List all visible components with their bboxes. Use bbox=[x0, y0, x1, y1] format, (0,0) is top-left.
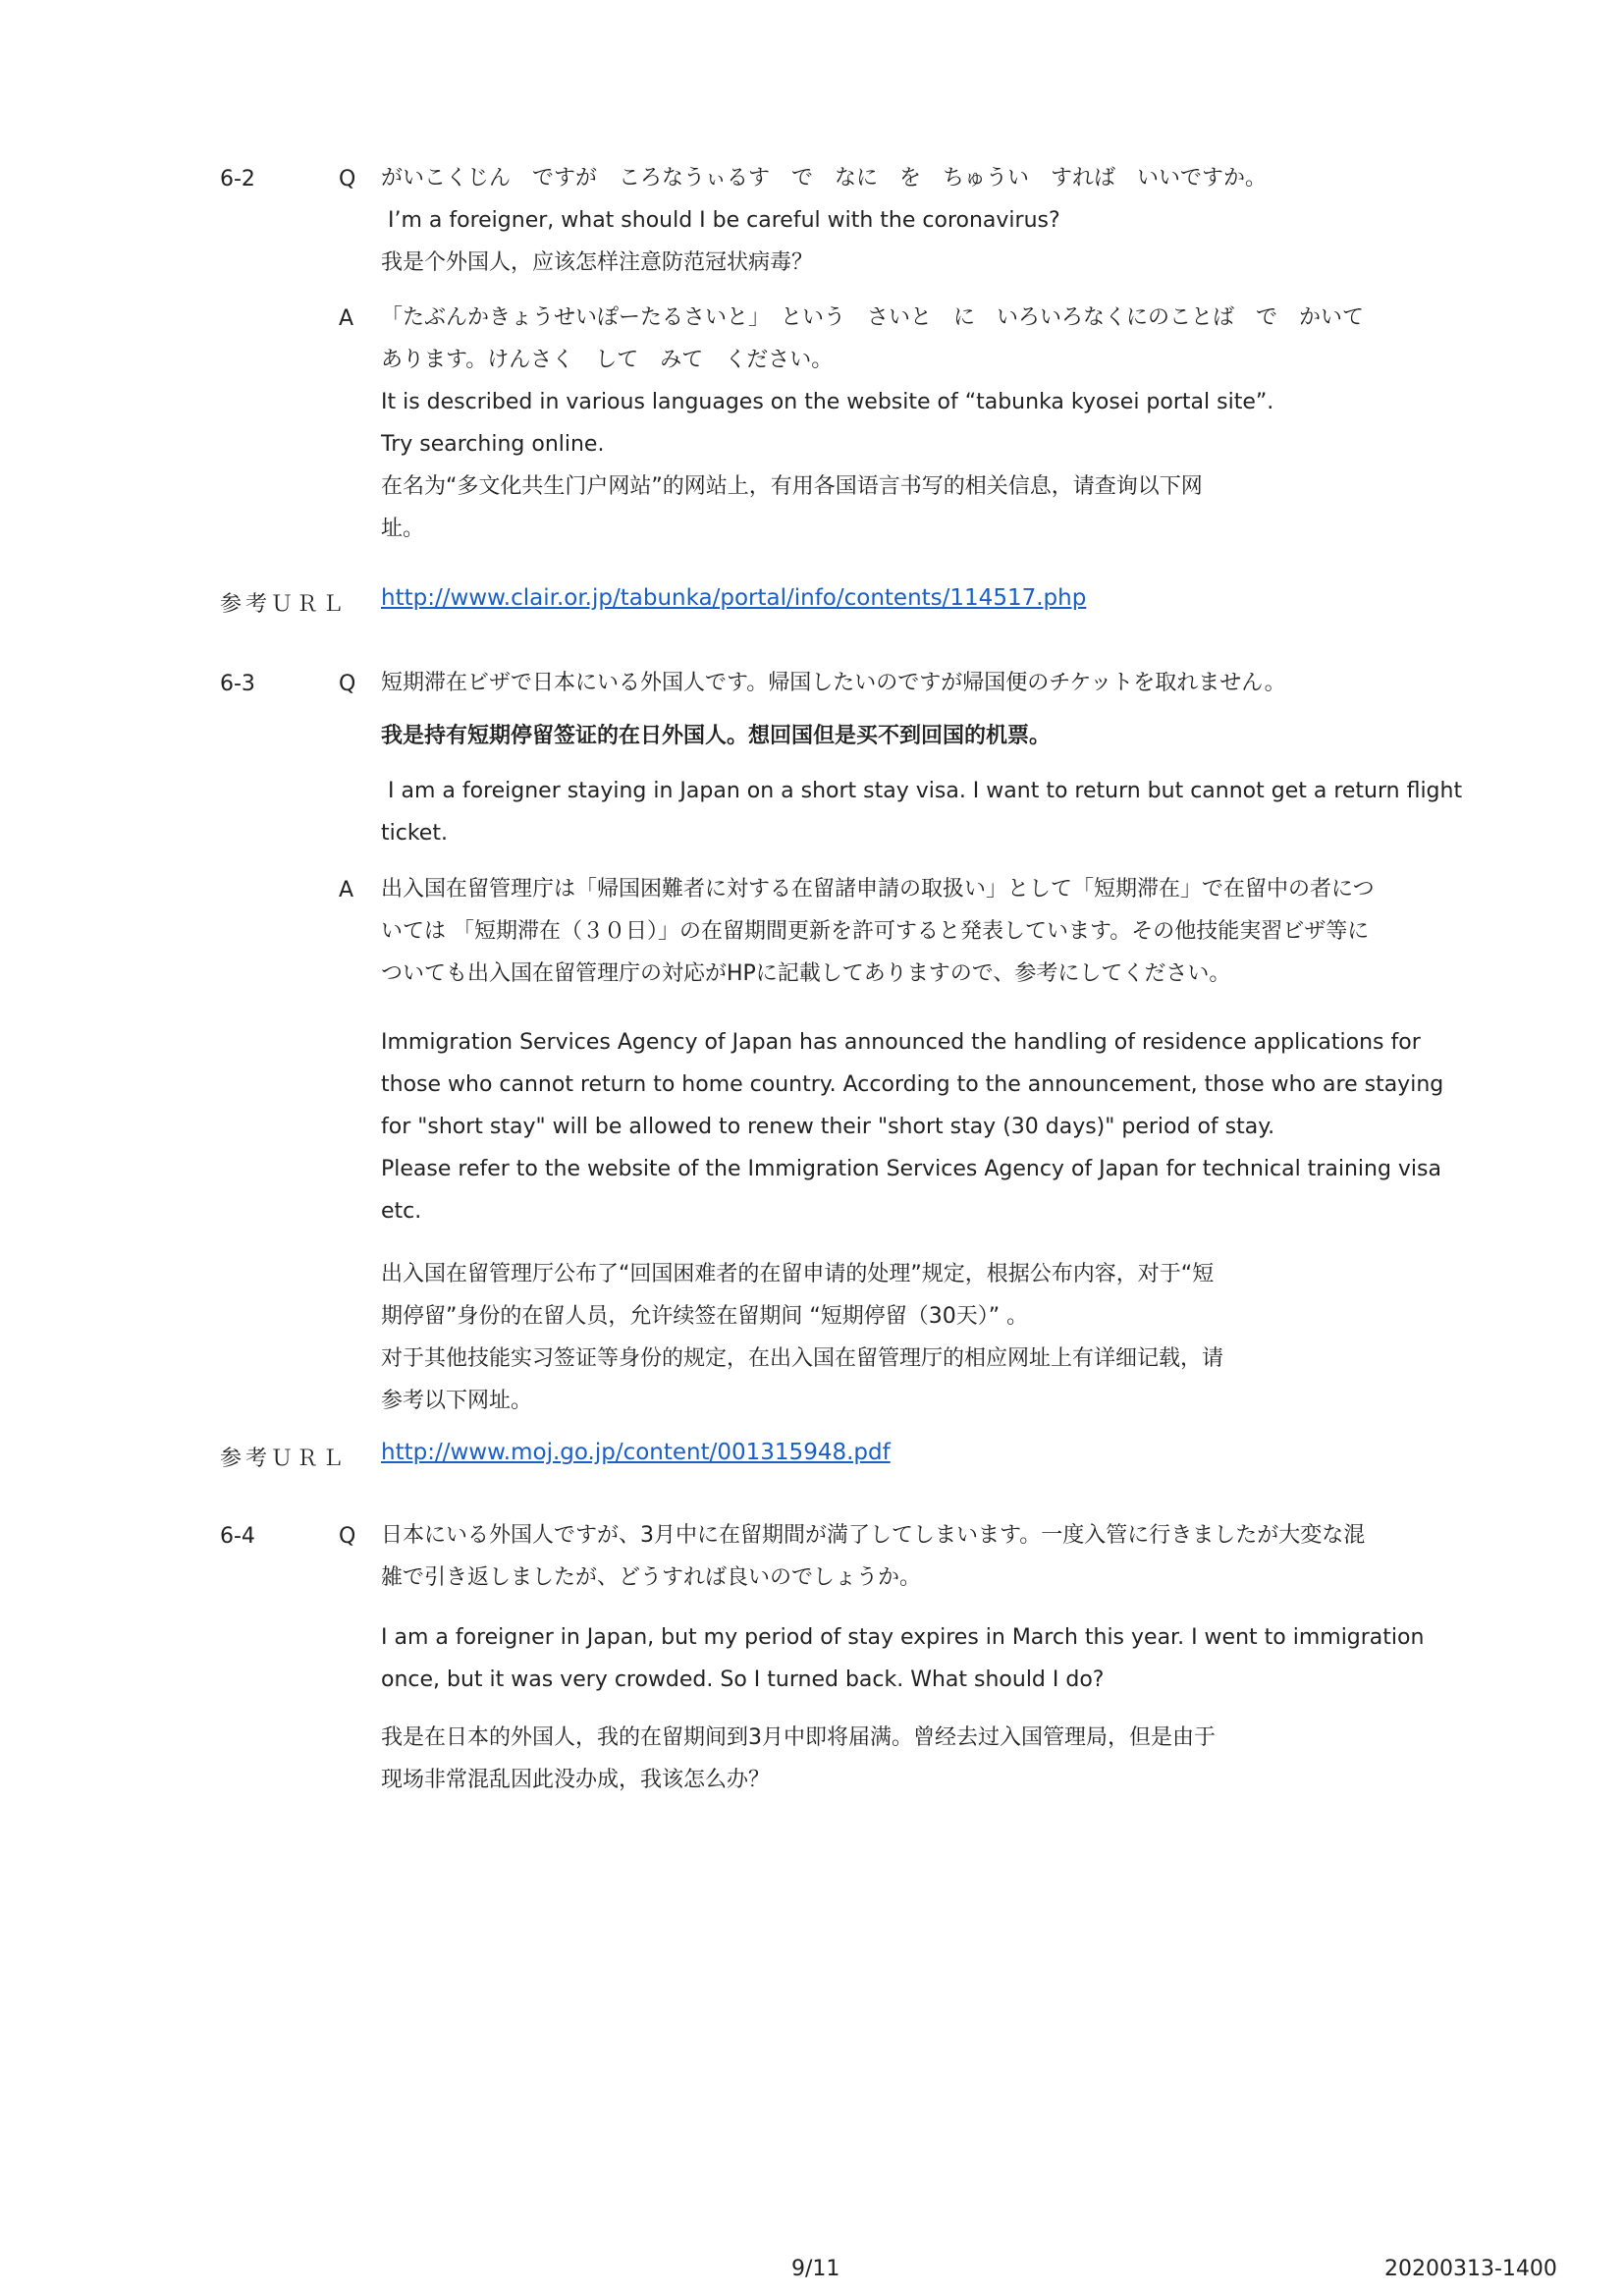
answer-marker: A bbox=[339, 306, 354, 331]
answer-text-ja bbox=[381, 868, 1549, 995]
question-marker: Q bbox=[339, 1524, 356, 1549]
question-line-zh: 我是个外国人，应该怎样注意防范冠状病毒？ bbox=[381, 250, 814, 275]
page-number: 9/11 bbox=[791, 2257, 840, 2281]
question-line-en: I’m a foreigner, what should I be careful with the coronavirus? bbox=[381, 208, 1060, 233]
answer-line: 对于其他技能实习签证等身份的规定，在出入国在留管理厅的相应网址上有详细记载，请 bbox=[381, 1346, 1224, 1371]
answer-line: Try searching online. bbox=[381, 432, 605, 457]
question-line-ja: がいこくじん ですが ころなうぃるす で なに を ちゅうい すれば いいですか。 bbox=[381, 166, 1268, 191]
answer-line: Immigration Services Agency of Japan has announced the handling of residence applications for bbox=[381, 1030, 1421, 1055]
question-line-zh: 我是在日本的外国人，我的在留期间到3月中即将届满。曾经去过入国管理局，但是由于 bbox=[381, 1725, 1216, 1750]
answer-line: あります。けんさく して みて ください。 bbox=[381, 348, 834, 372]
document-id: 20200313-1400 bbox=[1384, 2257, 1557, 2281]
question-marker: Q bbox=[339, 672, 356, 696]
answer-marker: A bbox=[339, 878, 354, 902]
question-text-zh bbox=[381, 1717, 1549, 1801]
section-number: 6-4 bbox=[220, 1524, 255, 1549]
question-text-ja bbox=[381, 1514, 1549, 1599]
answer-text-en bbox=[381, 1021, 1549, 1232]
question-line-zh: 我是持有短期停留签证的在日外国人。想回国但是买不到回国的机票。 bbox=[381, 724, 1052, 748]
question-line-ja: 雑で引き返しましたが、どうすれば良いのでしょうか。 bbox=[381, 1565, 922, 1590]
reference-url-link[interactable]: http://www.clair.or.jp/tabunka/portal/info/contents/114517.php bbox=[381, 585, 1087, 611]
question-marker: Q bbox=[339, 167, 356, 191]
answer-text bbox=[381, 297, 1549, 550]
answer-line: 期停留”身份的在留人员，允许续签在留期间 “短期停留（30天）” 。 bbox=[381, 1304, 1029, 1329]
answer-text-zh bbox=[381, 1253, 1549, 1422]
answer-line: for "short stay" will be allowed to renew their "short stay (30 days)" period of stay. bbox=[381, 1115, 1275, 1139]
answer-line: Please refer to the website of the Immigration Services Agency of Japan for technical training visa bbox=[381, 1157, 1441, 1181]
answer-line: 出入国在留管理厅公布了“回国困难者的在留申请的处理”规定，根据公布内容，对于“短 bbox=[381, 1262, 1215, 1286]
question-text-zh bbox=[381, 715, 1549, 757]
section-number: 6-3 bbox=[220, 672, 255, 696]
reference-url-link[interactable]: http://www.moj.go.jp/content/001315948.pdf bbox=[381, 1440, 891, 1465]
answer-line: those who cannot return to home country. According to the announcement, those who are staying bbox=[381, 1072, 1444, 1097]
answer-line: 址。 bbox=[381, 517, 425, 541]
answer-line: ついても出入国在留管理庁の対応がHPに記載してありますので、参考にしてください。 bbox=[381, 961, 1231, 986]
answer-line: 「たぶんかきょうせいぽーたるさいと」 という さいと に いろいろなくにのことば で かいて bbox=[381, 305, 1365, 330]
question-line-zh: 现场非常混乱因此没办成，我该怎么办？ bbox=[381, 1768, 771, 1792]
question-line-en: ticket. bbox=[381, 821, 448, 846]
answer-line: It is described in various languages on the website of “tabunka kyosei portal site”. bbox=[381, 390, 1274, 414]
question-line-en: I am a foreigner in Japan, but my period of stay expires in March this year. I went to immigration bbox=[381, 1625, 1425, 1650]
question-text bbox=[381, 662, 1549, 704]
answer-line: etc. bbox=[381, 1199, 422, 1224]
reference-url-label: 参考ＵＲＬ bbox=[220, 592, 349, 617]
question-text-en bbox=[381, 770, 1549, 854]
answer-line: 出入国在留管理庁は「帰国困難者に対する在留諸申請の取扱い」として「短期滞在」で在留中の者につ bbox=[381, 877, 1375, 902]
section-number: 6-2 bbox=[220, 167, 255, 191]
answer-line: いては 「短期滞在（３０日）」の在留期間更新を許可すると発表しています。その他技能実習ビザ等に bbox=[381, 919, 1370, 944]
question-line-en: I am a foreigner staying in Japan on a short stay visa. I want to return but cannot get a return flight bbox=[381, 779, 1463, 803]
answer-line: 参考以下网址。 bbox=[381, 1389, 533, 1413]
question-line-ja: 短期滞在ビザで日本にいる外国人です。帰国したいのですが帰国便のチケットを取れません。 bbox=[381, 671, 1286, 695]
answer-line: 在名为“多文化共生门户网站”的网站上，有用各国语言书写的相关信息，请查询以下网 bbox=[381, 474, 1203, 499]
question-text bbox=[381, 157, 1549, 284]
reference-url-label: 参考ＵＲＬ bbox=[220, 1447, 349, 1471]
question-line-ja: 日本にいる外国人ですが、3月中に在留期間が満了してしまいます。一度入管に行きましたが大変な混 bbox=[381, 1523, 1366, 1548]
question-text-en bbox=[381, 1616, 1549, 1701]
question-line-en: once, but it was very crowded. So I turned back. What should I do? bbox=[381, 1667, 1105, 1692]
